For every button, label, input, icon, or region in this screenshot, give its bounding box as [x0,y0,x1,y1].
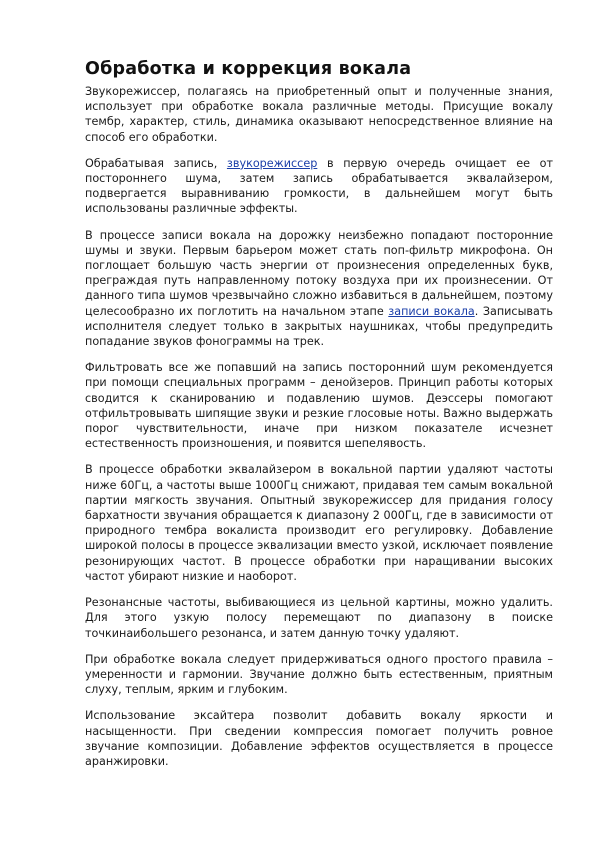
paragraph-2-text-after: в первую очередь очищает ее от постороннего шума, затем запись обрабатывается эквалайзером, подвергается выравниванию громкости, в дальнейшем могут быть использованы различные эффекты. [85,156,553,216]
paragraph-8: Использование эксайтера позволит добавить вокалу яркости и насыщенности. При сведении компрессия помогает получить ровное звучание композиции. Добавление эффектов осуществляется в процессе аранжировки. [85,709,553,768]
page-title: Обработка и коррекция вокала [85,59,412,79]
paragraph-4: Фильтровать все же попавший на запись посторонний шум рекомендуется при помощи специальных программ – денойзеров. Принцип работы которых сводится к сканированию и подавлению шумов. Деэссеры помогают отфильтровывать шипящие звуки и резкие глосовые ноты. Важно выдержать порог чувствительности, иначе при низком показателе исчезнет естественность произношения, и появится шепелявость. [85,361,553,451]
paragraph-3-text-before: В процессе записи вокала на дорожку неизбежно попадают посторонние шумы и звуки. Первым барьером может стать поп-фильтр микрофона. Он поглощает большую часть энергии от произнесения определенных букв, преграждая путь направленному потоку воздуха при их произнесении. От данного типа шумов чрезвычайно сложно избавиться в дальнейшем, поэтому целесообразно их поглотить на начальном этапе [85,228,553,318]
paragraph-2-text-before: Обрабатывая запись, [85,156,227,170]
paragraph-3 [85,228,553,350]
paragraph-1: Звукорежиссер, полагаясь на приобретенный опыт и полученные знания, использует при обработке вокала различные методы. Присущие вокалу тембр, характер, стиль, динамика оказывают непосредственное влияние на способ его обработки. [85,85,553,144]
paragraph-7: При обработке вокала следует придерживаться одного простого правила – умеренности и гармонии. Звучание должно быть естественным, приятным слуху, теплым, ярким и глубоким. [85,652,553,697]
paragraph-5: В процессе обработки эквалайзером в вокальной партии удаляют частоты ниже 60Гц, а частоты выше 1000Гц снижают, придавая тем самым вокальной партии мягкость звучания. Опытный звукорежиссер для придания голосу бархатности звучания обращается к диапазону 2 000Гц, где в зависимости от природного тембра вокалиста производит его регулировку. Добавление широкой полосы в процессе эквализации вместо узкой, исключает появление резонирующих частот. В процессе обработки при наращивании высоких частот убирают низкие и наоборот. [85,463,553,583]
vocal-recording-link[interactable]: записи вокала [388,304,475,318]
sound-engineer-link[interactable]: звукорежиссер [226,156,318,170]
paragraph-3-text-after: . Записывать исполнителя следует только в закрытых наушниках, чтобы предупредить попадание звуков фонограммы на трек. [85,304,553,349]
paragraph-2 [85,156,553,217]
document-page [85,58,553,780]
paragraph-6: Резонансные частоты, выбивающиеся из цельной картины, можно удалить. Для этого узкую полосу перемещают по диапазону в поиске точкинаибольшего резонанса, и затем данную точку удаляют. [85,596,553,640]
